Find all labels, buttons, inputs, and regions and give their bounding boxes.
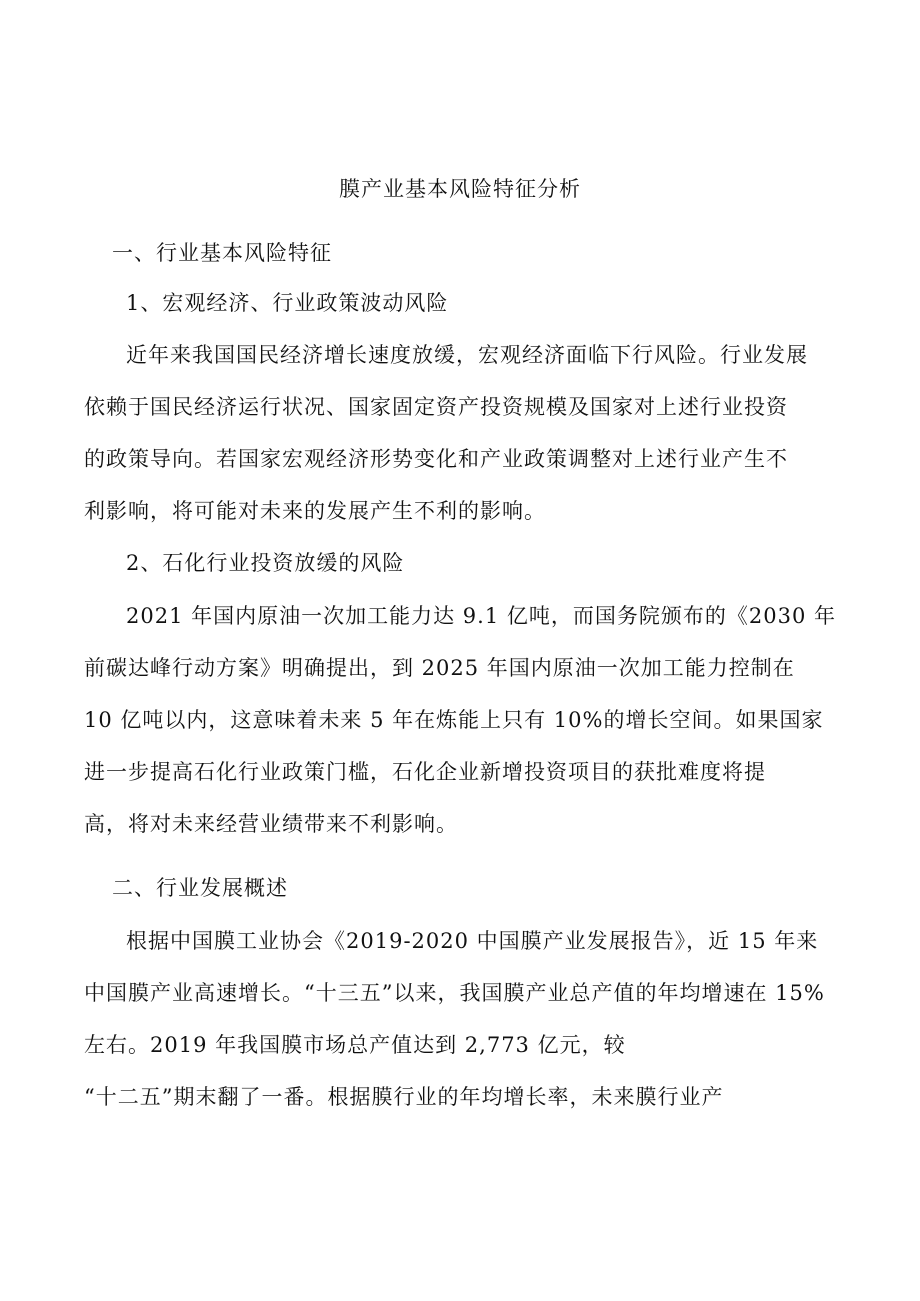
paragraph-line: 的政策导向。若国家宏观经济形势变化和产业政策调整对上述行业产生不: [84, 447, 788, 471]
subsection-heading-2: 2、石化行业投资放缓的风险: [126, 551, 405, 575]
subsection-heading-1: 1、宏观经济、行业政策波动风险: [126, 291, 449, 315]
paragraph-macro-risk: [84, 329, 836, 537]
paragraph-line: 高，将对未来经营业绩带来不利影响。: [84, 812, 458, 836]
paragraph-line: 近年来我国国民经济增长速度放缓，宏观经济面临下行风险。行业发展: [126, 343, 808, 367]
paragraph-industry-overview: [84, 915, 836, 1123]
paragraph-line: 利影响，将可能对未来的发展产生不利的影响。: [84, 499, 546, 523]
paragraph-line: 前碳达峰行动方案》明确提出，到 2025 年国内原油一次加工能力控制在: [84, 656, 795, 680]
paragraph-line: 根据中国膜工业协会《2019-2020 中国膜产业发展报告》，近 15 年来: [126, 929, 819, 953]
paragraph-petrochem-risk: [84, 590, 836, 850]
paragraph-line: 中国膜产业高速增长。“十三五”以来，我国膜产业总产值的年均增速在 15%: [84, 981, 825, 1005]
section-heading-1: 一、行业基本风险特征: [112, 241, 332, 265]
paragraph-line: 左右。2019 年我国膜市场总产值达到 2,773 亿元，较: [84, 1033, 626, 1057]
paragraph-line: 2021 年国内原油一次加工能力达 9.1 亿吨，而国务院颁布的《2030 年: [126, 604, 836, 628]
paragraph-line: 10 亿吨以内，这意味着未来 5 年在炼能上只有 10%的增长空间。如果国家: [84, 708, 824, 732]
document-title: 膜产业基本风险特征分析: [339, 177, 581, 201]
paragraph-line: 进一步提高石化行业政策门槛，石化企业新增投资项目的获批难度将提: [84, 760, 766, 784]
section-heading-2: 二、行业发展概述: [112, 876, 288, 900]
paragraph-line: “十二五”期末翻了一番。根据膜行业的年均增长率，未来膜行业产: [84, 1085, 724, 1109]
paragraph-line: 依赖于国民经济运行状况、国家固定资产投资规模及国家对上述行业投资: [84, 395, 788, 419]
